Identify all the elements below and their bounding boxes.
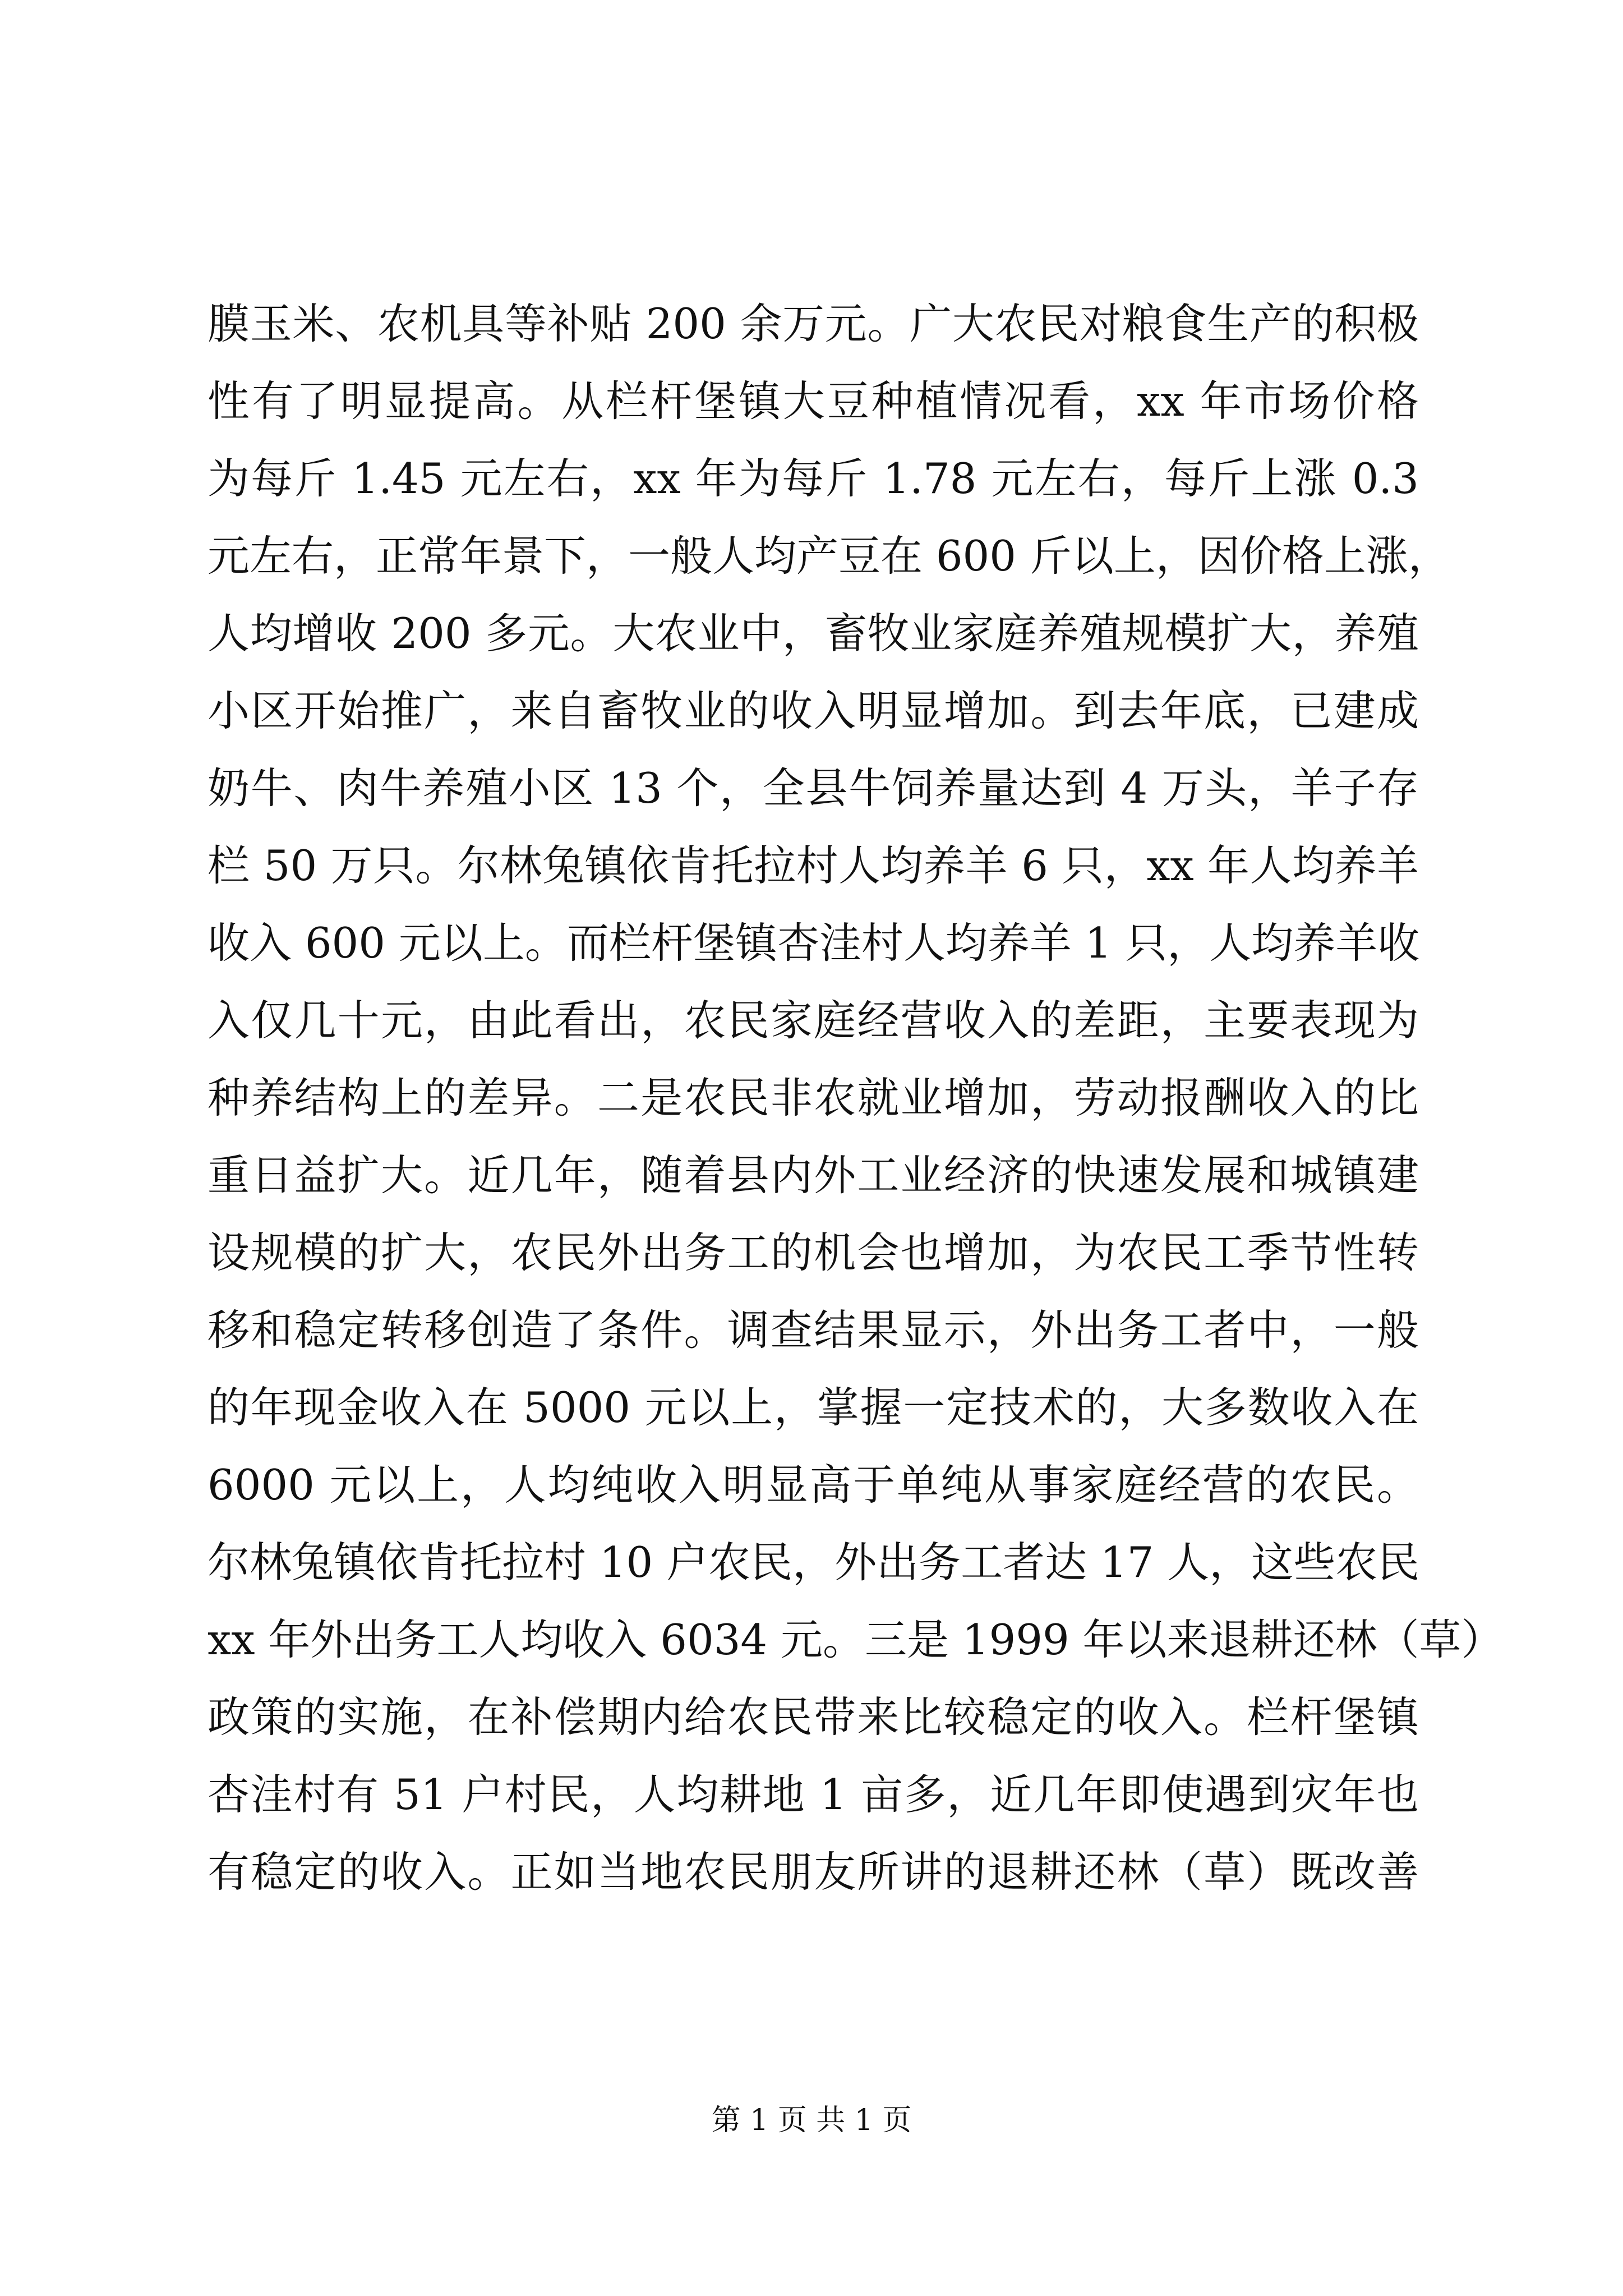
text-line: 重日益扩大。近几年，随着县内外工业经济的快速发展和城镇建 <box>208 1151 1419 1200</box>
text-line: 的年现金收入在 5000 元以上，掌握一定技术的，大多数收入在 <box>208 1383 1419 1432</box>
text-line: 种养结构上的差异。二是农民非农就业增加，劳动报酬收入的比 <box>208 1073 1419 1122</box>
text-line: xx 年外出务工人均收入 6034 元。三是 1999 年以来退耕还林（草） <box>208 1615 1504 1664</box>
text-line: 人均增收 200 多元。大农业中，畜牧业家庭养殖规模扩大，养殖 <box>208 609 1419 658</box>
page-number-footer: 第 1 页 共 1 页 <box>711 2104 912 2137</box>
body-text <box>208 299 1504 1925</box>
text-line: 杏洼村有 51 户村民，人均耕地 1 亩多，近几年即使遇到灾年也 <box>208 1770 1419 1819</box>
text-line: 栏 50 万只。尔林兔镇依肯托拉村人均养羊 6 只，xx 年人均养羊 <box>208 841 1419 890</box>
text-line: 收入 600 元以上。而栏杆堡镇杏洼村人均养羊 1 只，人均养羊收 <box>208 918 1420 968</box>
text-line: 小区开始推广，来自畜牧业的收入明显增加。到去年底，已建成 <box>208 686 1419 735</box>
text-line: 有稳定的收入。正如当地农民朋友所讲的退耕还林（草）既改善 <box>208 1847 1419 1897</box>
text-line: 性有了明显提高。从栏杆堡镇大豆种植情况看，xx 年市场价格 <box>208 376 1419 426</box>
text-line: 为每斤 1.45 元左右，xx 年为每斤 1.78 元左右，每斤上涨 0.3 <box>208 454 1419 503</box>
text-line: 奶牛、肉牛养殖小区 13 个，全县牛饲养量达到 4 万头，羊子存 <box>208 763 1419 813</box>
text-line: 6000 元以上，人均纯收入明显高于单纯从事家庭经营的农民。 <box>208 1460 1419 1510</box>
text-line: 移和稳定转移创造了条件。调查结果显示，外出务工者中，一般 <box>208 1305 1419 1355</box>
text-line: 元左右，正常年景下，一般人均产豆在 600 斤以上，因价格上涨， <box>208 531 1450 581</box>
text-line: 入仅几十元，由此看出，农民家庭经营收入的差距，主要表现为 <box>208 996 1419 1045</box>
text-line: 政策的实施，在补偿期内给农民带来比较稳定的收入。栏杆堡镇 <box>208 1692 1419 1742</box>
text-line: 设规模的扩大，农民外出务工的机会也增加，为农民工季节性转 <box>208 1228 1419 1277</box>
text-line: 膜玉米、农机具等补贴 200 余万元。广大农民对粮食生产的积极 <box>208 299 1419 348</box>
text-line: 尔林兔镇依肯托拉村 10 户农民，外出务工者达 17 人，这些农民 <box>208 1538 1420 1587</box>
